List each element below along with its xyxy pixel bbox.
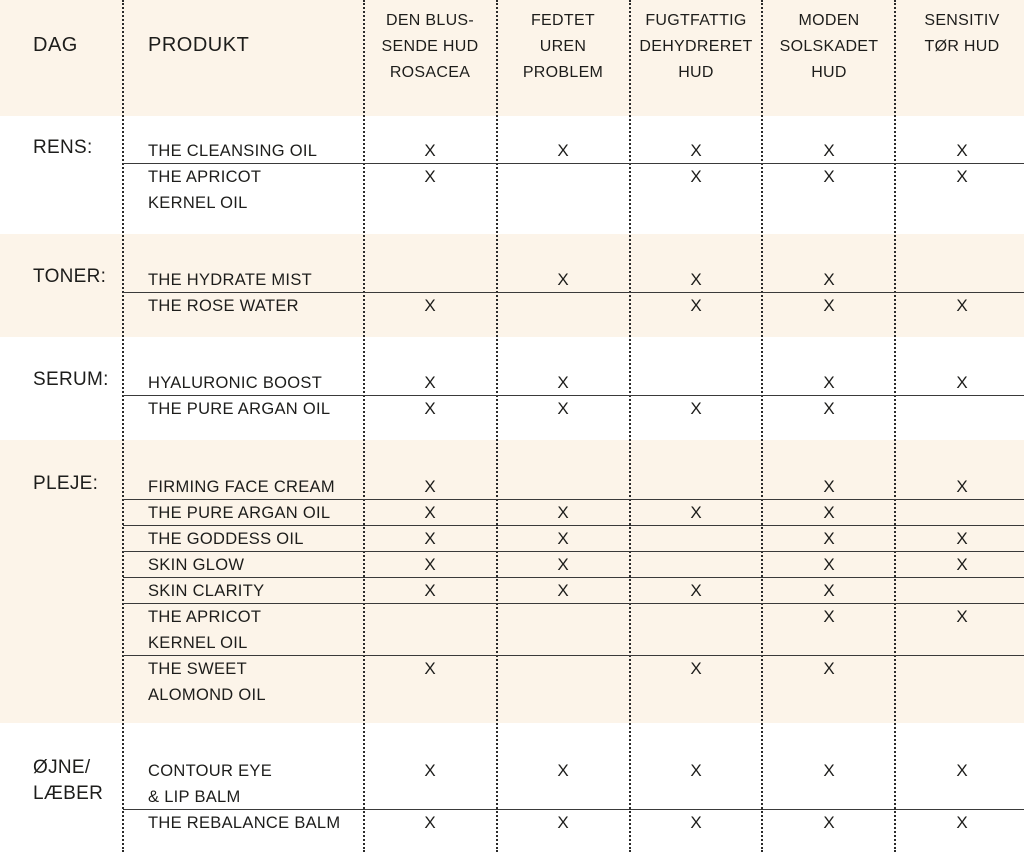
category-label [33,264,106,290]
category-label [33,755,103,807]
product-name-line: SKIN CLARITY [148,582,265,600]
category-label [33,135,93,161]
skin-type-header [497,8,629,86]
check-mark: X [557,529,569,548]
column-divider [363,0,365,852]
check-mark: X [956,141,968,160]
product-name [148,604,261,656]
check-mark: X [557,581,569,600]
check-mark: X [823,607,835,626]
category-label-line: PLEJE: [33,473,99,494]
check-mark: X [956,555,968,574]
category-label-line: LÆBER [33,783,104,804]
day-column-header: DAG [33,34,78,56]
check-mark: X [557,270,569,289]
product-name-line: THE HYDRATE MIST [148,271,312,289]
check-mark: X [557,555,569,574]
product-name [148,758,272,810]
skin-type-header-line: SENSITIV [924,12,1000,29]
skin-type-header-line: ROSACEA [389,64,471,81]
check-mark: X [956,761,968,780]
check-mark: X [690,270,702,289]
check-mark: X [424,141,436,160]
product-column-header: PRODUKT [148,34,250,56]
check-mark: X [956,477,968,496]
check-mark: X [424,167,436,186]
check-mark: X [823,270,835,289]
check-mark: X [690,296,702,315]
product-name-line: THE APRICOT [148,168,262,186]
column-divider [122,0,124,852]
category-label-line: TONER: [33,266,107,287]
product-name-line: THE APRICOT [148,608,262,626]
check-mark: X [823,761,835,780]
skin-type-header-line: DEN BLUS- [385,12,475,29]
check-mark: X [557,373,569,392]
product-name [148,526,304,552]
check-mark: X [557,399,569,418]
check-mark: X [956,373,968,392]
category-label-line: SERUM: [33,369,109,390]
product-name [148,474,335,500]
product-name-line: THE ROSE WATER [148,297,299,315]
check-mark: X [424,296,436,315]
product-name [148,810,340,836]
skin-type-header-line: SOLSKADET [779,38,879,55]
category-label [33,471,98,497]
check-mark: X [557,503,569,522]
product-name-line: THE PURE ARGAN OIL [148,400,331,418]
product-name-line: & LIP BALM [148,788,241,806]
check-mark: X [557,761,569,780]
check-mark: X [823,399,835,418]
skin-type-header-line: DEHYDRERET [639,38,753,55]
check-mark: X [690,141,702,160]
product-name [148,500,330,526]
check-mark: X [823,167,835,186]
product-name [148,267,312,293]
check-mark: X [690,399,702,418]
category-label-line: ØJNE/ [33,757,91,778]
check-mark: X [956,167,968,186]
product-name-line: THE REBALANCE BALM [148,814,341,832]
product-name [148,370,322,396]
check-mark: X [823,373,835,392]
check-mark: X [424,477,436,496]
check-mark: X [690,503,702,522]
check-mark: X [823,141,835,160]
check-mark: X [424,529,436,548]
check-mark: X [557,141,569,160]
check-mark: X [823,477,835,496]
check-mark: X [823,581,835,600]
column-divider [496,0,498,852]
product-name [148,138,317,164]
check-mark: X [690,813,702,832]
skin-type-header-line: UREN [539,38,587,55]
product-name [148,396,330,422]
product-name-line: THE GODDESS OIL [148,530,304,548]
check-mark: X [424,761,436,780]
check-mark: X [823,503,835,522]
check-mark: X [956,813,968,832]
product-name-line: CONTOUR EYE [148,762,273,780]
check-mark: X [690,167,702,186]
skin-type-header-line: FUGTFATTIG [645,12,747,29]
skin-type-header [364,8,496,86]
check-mark: X [823,296,835,315]
check-mark: X [956,296,968,315]
product-name-line: THE CLEANSING OIL [148,142,318,160]
product-name-line: ALOMOND OIL [148,686,266,704]
product-name [148,552,244,578]
product-name-line: FIRMING FACE CREAM [148,478,335,496]
check-mark: X [690,761,702,780]
check-mark: X [424,581,436,600]
skin-type-header-line: HUD [678,64,714,81]
skin-type-header-line: MODEN [798,12,860,29]
check-mark: X [823,659,835,678]
product-name-line: KERNEL OIL [148,634,248,652]
column-divider [629,0,631,852]
product-name-line: THE PURE ARGAN OIL [148,504,331,522]
check-mark: X [424,373,436,392]
skin-type-header-line: SENDE HUD [381,38,479,55]
skin-type-header-line: FEDTET [530,12,596,29]
skin-type-header [896,8,1024,60]
skin-type-header [763,8,895,86]
check-mark: X [424,503,436,522]
check-mark: X [424,813,436,832]
check-mark: X [424,555,436,574]
check-mark: X [557,813,569,832]
check-mark: X [424,659,436,678]
check-mark: X [956,529,968,548]
product-name [148,164,261,216]
column-divider [894,0,896,852]
skin-type-header-line: PROBLEM [522,64,604,81]
category-label-line: RENS: [33,137,93,158]
skin-type-header-line: TØR HUD [924,38,1000,55]
check-mark: X [956,607,968,626]
category-label [33,367,109,393]
check-mark: X [823,555,835,574]
column-divider [761,0,763,852]
product-name [148,293,299,319]
skin-type-header-line: HUD [811,64,847,81]
check-mark: X [690,659,702,678]
skin-type-header [630,8,762,86]
product-name-line: KERNEL OIL [148,194,248,212]
product-name [148,656,266,708]
product-name [148,578,264,604]
check-mark: X [823,529,835,548]
check-mark: X [823,813,835,832]
check-mark: X [424,399,436,418]
product-name-line: SKIN GLOW [148,556,245,574]
product-name-line: THE SWEET [148,660,247,678]
product-name-line: HYALURONIC BOOST [148,374,323,392]
check-mark: X [690,581,702,600]
